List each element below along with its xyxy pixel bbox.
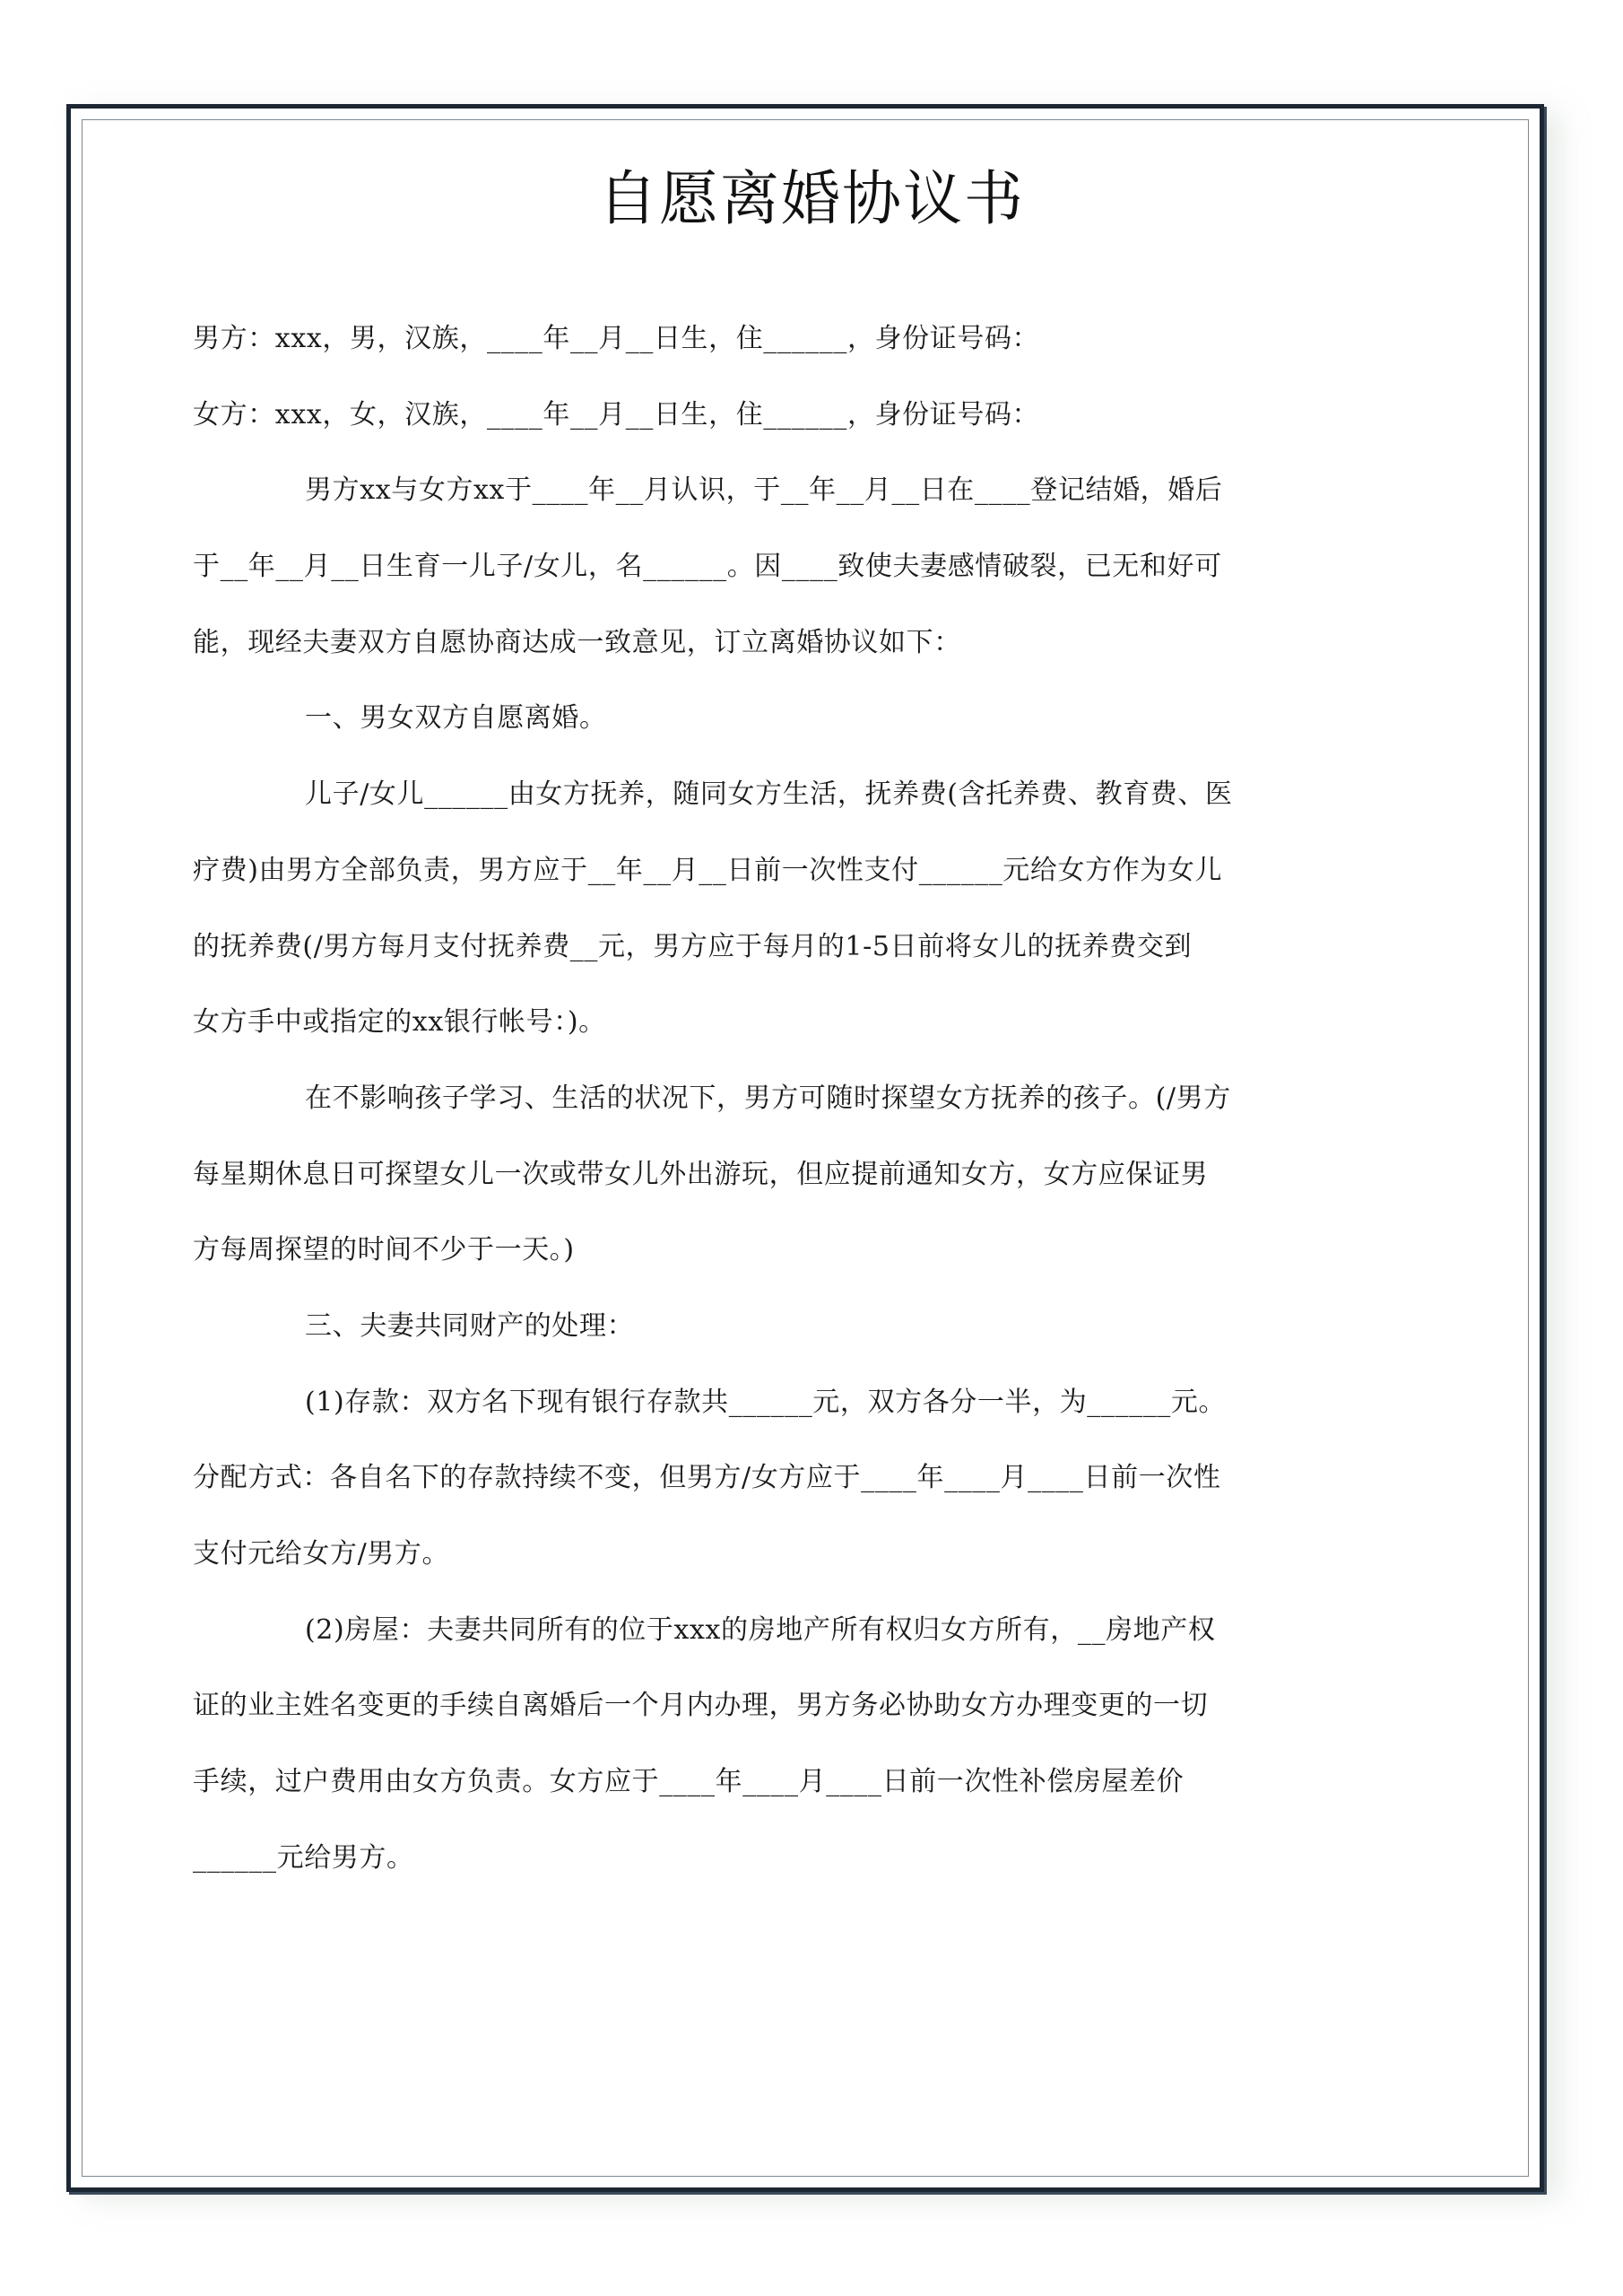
body-line: (2)房屋：夫妻共同所有的位于xxx的房地产所有权归女方所有，__房地产权 [305, 1613, 1216, 1646]
body-line: 男方xx与女方xx于____年__月认识，于__年__月__日在____登记结婚，婚后 [305, 474, 1223, 507]
body-line: ______元给男方。 [193, 1841, 414, 1874]
body-line: 分配方式：各自名下的存款持续不变，但男方/女方应于____年____月____日前一次性 [193, 1462, 1221, 1494]
body-line: 能，现经夫妻双方自愿协商达成一致意见，订立离婚协议如下： [193, 626, 961, 658]
body-line: 支付元给女方/男方。 [193, 1538, 450, 1570]
body-line: 方每周探望的时间不少于一天。) [193, 1234, 575, 1266]
document-title: 自愿离婚协议书 [598, 164, 1025, 233]
body-line: 手续，过户费用由女方负责。女方应于____年____月____日前一次性补偿房屋差价 [193, 1766, 1185, 1798]
section-heading: 三、夫妻共同财产的处理： [305, 1309, 635, 1342]
body-line: 女方：xxx，女，汉族，____年__月__日生，住______，身份证号码： [193, 398, 1040, 430]
body-line: 儿子/女儿______由女方抚养，随同女方生活，抚养费(含托养费、教育费、医 [305, 778, 1233, 811]
body-line: 男方：xxx，男，汉族，____年__月__日生，住______，身份证号码： [193, 323, 1040, 354]
body-line: 疗费)由男方全部负责，男方应于__年__月__日前一次性支付______元给女方作为女儿 [193, 854, 1223, 886]
document-body [193, 301, 1291, 1896]
body-line: 证的业主姓名变更的手续自离婚后一个月内办理，男方务必协助女方办理变更的一切 [193, 1690, 1209, 1722]
body-line: (1)存款：双方名下现有银行存款共______元，双方各分一半，为______元。 [305, 1386, 1227, 1418]
section-heading: 一、男女双方自愿离婚。 [305, 702, 607, 735]
body-line: 于__年__月__日生育一儿子/女儿，名______。因____致使夫妻感情破裂，已无和好可 [193, 551, 1222, 583]
body-line: 在不影响孩子学习、生活的状况下，男方可随时探望女方抚养的孩子。(/男方 [305, 1082, 1231, 1114]
body-line: 的抚养费(/男方每月支付抚养费__元，男方应于每月的1-5日前将女儿的抚养费交到 [193, 930, 1193, 962]
body-line: 每星期休息日可探望女儿一次或带女儿外出游玩，但应提前通知女方，女方应保证男 [193, 1158, 1209, 1190]
body-line: 女方手中或指定的xx银行帐号：)。 [193, 1006, 606, 1039]
